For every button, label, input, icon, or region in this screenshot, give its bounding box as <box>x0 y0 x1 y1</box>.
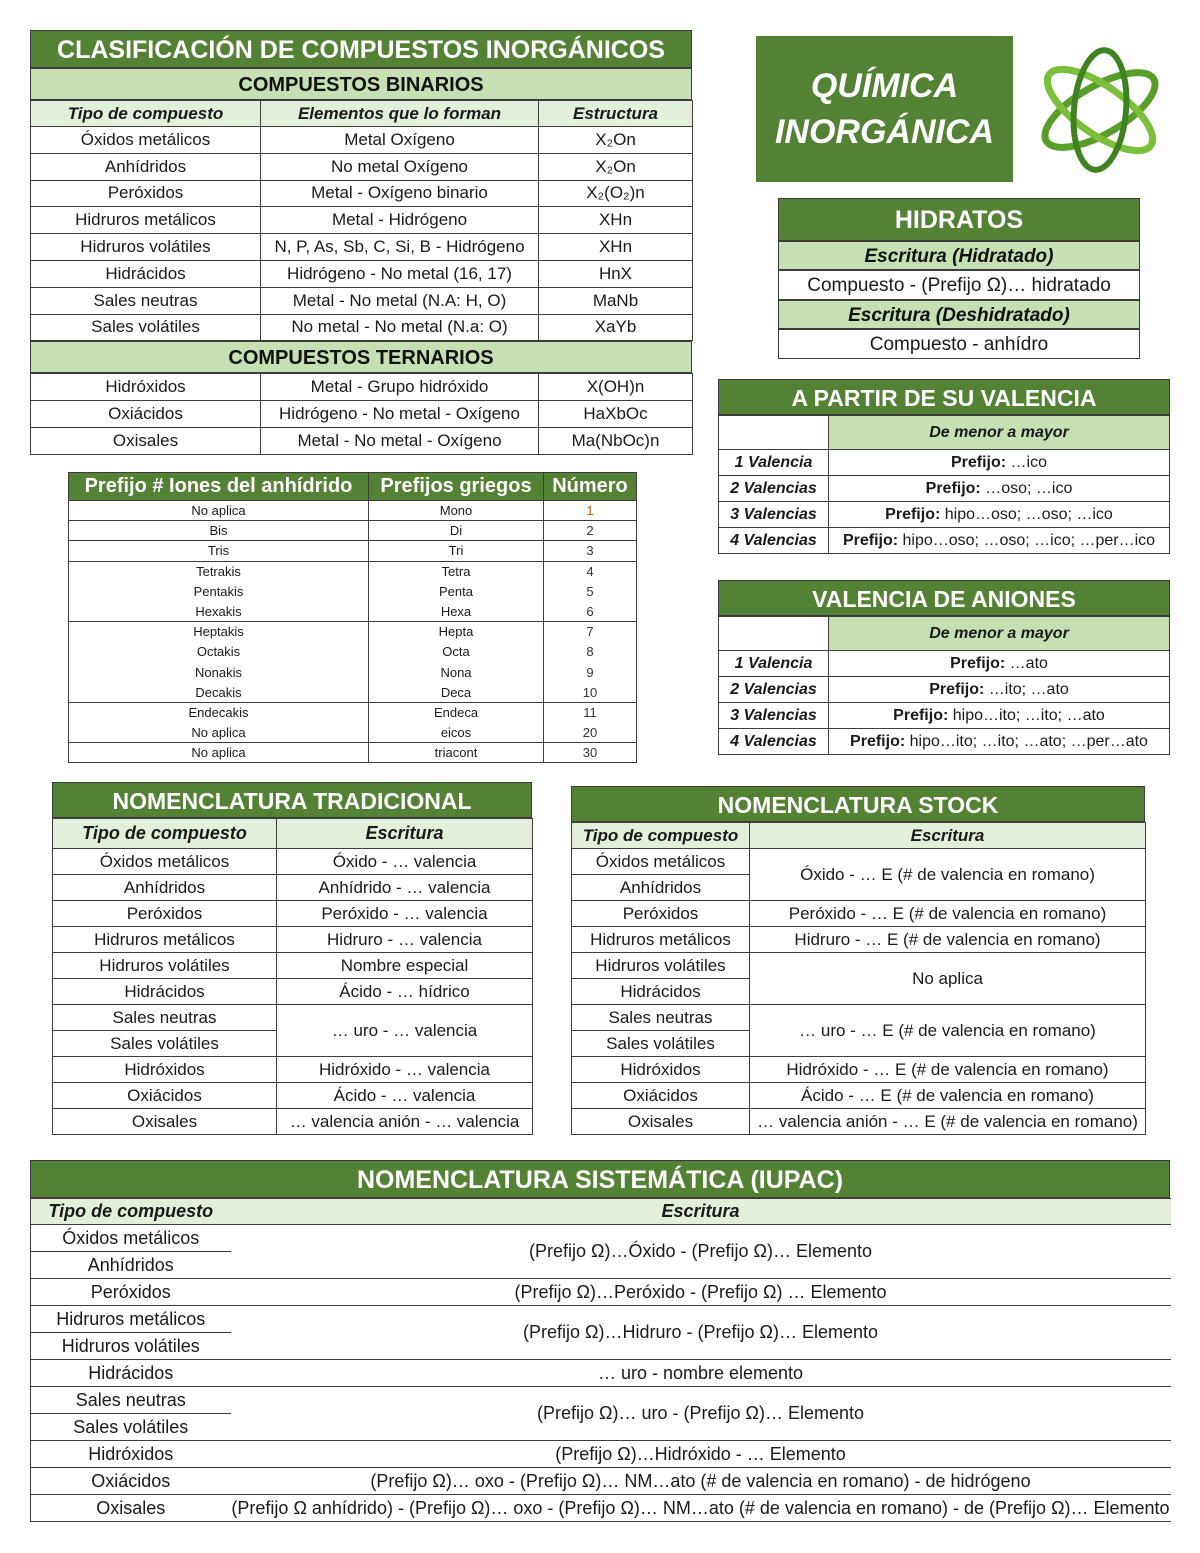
elementos-cell: Metal - No metal - Oxígeno <box>261 427 539 454</box>
prefijos-griegos-header: Prefijos griegos <box>369 473 544 501</box>
tipo-cell: Anhídridos <box>31 153 261 180</box>
table-row <box>31 207 693 234</box>
table-row <box>572 953 1146 979</box>
escritura-cell: Ácido - … E (# de valencia en romano) <box>750 1083 1146 1109</box>
tipo-cell: Óxidos metálicos <box>31 127 261 154</box>
valencia-header: De menor a mayor <box>829 416 1170 450</box>
table-row <box>53 901 533 927</box>
estructura-cell: HaXbOc <box>539 401 693 428</box>
table-row <box>69 723 637 743</box>
prefijo-value: …ico <box>1006 453 1048 471</box>
valencia-label: 3 Valencias <box>719 502 829 528</box>
table-row <box>31 127 693 154</box>
table-row <box>31 1279 1171 1306</box>
prefijo-label: Prefijo: <box>850 732 906 750</box>
griego-cell: Tri <box>369 541 544 561</box>
table-row <box>719 651 1170 677</box>
tipo-cell: Hidruros metálicos <box>572 927 750 953</box>
tradicional-header-row <box>53 819 533 849</box>
table-row <box>69 521 637 541</box>
table-row <box>31 153 693 180</box>
escritura-cell: … uro - nombre elemento <box>231 1360 1171 1387</box>
table-row <box>31 180 693 207</box>
estructura-cell: Ma(NbOc)n <box>539 427 693 454</box>
griego-cell: Deca <box>369 682 544 702</box>
logo-title <box>756 36 1013 182</box>
estructura-cell: XHn <box>539 207 693 234</box>
numero-cell: 4 <box>544 561 637 581</box>
escritura-cell: No aplica <box>750 953 1146 1005</box>
tipo-cell: Oxisales <box>572 1109 750 1135</box>
tipo-cell: Hidruros metálicos <box>53 927 277 953</box>
table-row <box>53 1005 533 1031</box>
tipo-cell: Hidruros volátiles <box>572 953 750 979</box>
stock-header-row <box>572 823 1146 849</box>
clasificacion-title: CLASIFICACIÓN DE COMPUESTOS INORGÁNICOS <box>30 30 692 68</box>
griego-cell: Mono <box>369 501 544 521</box>
escritura-cell: Peróxido - … E (# de valencia en romano) <box>750 901 1146 927</box>
table-row <box>719 476 1170 502</box>
table-row <box>719 703 1170 729</box>
prefijos-table <box>68 472 636 763</box>
elementos-cell: Metal Oxígeno <box>261 127 539 154</box>
prefijo-value: …ito; …ato <box>984 680 1069 698</box>
table-row <box>31 1441 1171 1468</box>
tipo-cell: Oxiácidos <box>31 1468 231 1495</box>
tipo-cell: Hidruros metálicos <box>31 207 261 234</box>
valencia-label: 1 Valencia <box>719 651 829 677</box>
table-row <box>31 374 693 401</box>
valencia-label: 3 Valencias <box>719 703 829 729</box>
table-row <box>572 927 1146 953</box>
deshidratado-header: Escritura (Deshidratado) <box>778 300 1140 329</box>
header-escritura: Escritura <box>231 1199 1171 1225</box>
valencia-value <box>829 450 1170 476</box>
tipo-cell: Sales volátiles <box>572 1031 750 1057</box>
valencia-label: 2 Valencias <box>719 476 829 502</box>
aniones-header: De menor a mayor <box>829 617 1170 651</box>
table-row <box>719 729 1170 755</box>
prefijo-cell: Nonakis <box>69 662 369 682</box>
table-row <box>31 1495 1171 1522</box>
escritura-cell: Peróxido - … valencia <box>277 901 533 927</box>
valencia-value <box>829 476 1170 502</box>
table-row <box>572 1083 1146 1109</box>
hidratado-value: Compuesto - (Prefijo Ω)… hidratado <box>778 270 1140 300</box>
valencia-title: A PARTIR DE SU VALENCIA <box>718 379 1170 415</box>
tipo-cell: Óxidos metálicos <box>572 849 750 875</box>
header-tipo: Tipo de compuesto <box>53 819 277 849</box>
prefijo-value: hipo…ito; …ito; …ato; …per…ato <box>905 732 1148 750</box>
prefijo-value: …ato <box>1005 654 1048 672</box>
table-row <box>69 662 637 682</box>
valencia-header-row <box>719 416 1170 450</box>
table-row <box>69 561 637 581</box>
ternarios-title: COMPUESTOS TERNARIOS <box>30 341 692 373</box>
numero-cell: 30 <box>544 743 637 763</box>
tipo-cell: Hidruros volátiles <box>31 234 261 261</box>
tipo-cell: Hidruros volátiles <box>31 1333 231 1360</box>
tipo-cell: Sales neutras <box>31 287 261 314</box>
escritura-cell: Hidróxido - … E (# de valencia en romano) <box>750 1057 1146 1083</box>
empty-cell <box>719 617 829 651</box>
numero-cell: 7 <box>544 622 637 642</box>
estructura-cell: X(OH)n <box>539 374 693 401</box>
stock-title: NOMENCLATURA STOCK <box>571 786 1145 822</box>
table-row <box>53 1083 533 1109</box>
numero-cell: 3 <box>544 541 637 561</box>
header-estructura: Estructura <box>539 101 693 127</box>
valencia-value <box>829 703 1170 729</box>
griego-cell: Octa <box>369 642 544 662</box>
escritura-cell: Anhídrido - … valencia <box>277 875 533 901</box>
tipo-cell: Sales volátiles <box>31 314 261 341</box>
valencia-label: 4 Valencias <box>719 528 829 554</box>
tipo-cell: Hidrácidos <box>31 1360 231 1387</box>
estructura-cell: XaYb <box>539 314 693 341</box>
tipo-cell: Hidróxidos <box>53 1057 277 1083</box>
tipo-cell: Oxiácidos <box>53 1083 277 1109</box>
griego-cell: triacont <box>369 743 544 763</box>
prefijo-iones-header: Prefijo # Iones del anhídrido <box>69 473 369 501</box>
griego-cell: Penta <box>369 581 544 601</box>
table-row <box>31 287 693 314</box>
elementos-cell: Metal - Grupo hidróxido <box>261 374 539 401</box>
numero-cell: 10 <box>544 682 637 702</box>
prefijo-cell: Tetrakis <box>69 561 369 581</box>
table-row <box>53 953 533 979</box>
prefijo-cell: Tris <box>69 541 369 561</box>
escritura-cell: Óxido - … E (# de valencia en romano) <box>750 849 1146 901</box>
prefijo-cell: Endecakis <box>69 702 369 722</box>
header-tipo: Tipo de compuesto <box>31 101 261 127</box>
prefijo-cell: Hexakis <box>69 601 369 621</box>
valencia-value <box>829 528 1170 554</box>
table-row <box>572 1005 1146 1031</box>
tipo-cell: Oxiácidos <box>572 1083 750 1109</box>
valencia-value <box>829 651 1170 677</box>
escritura-cell: … uro - … valencia <box>277 1005 533 1057</box>
table-row <box>572 901 1146 927</box>
header-tipo: Tipo de compuesto <box>31 1199 231 1225</box>
table-row <box>719 677 1170 703</box>
header-escritura: Escritura <box>277 819 533 849</box>
iupac-table <box>30 1160 1170 1522</box>
numero-cell: 9 <box>544 662 637 682</box>
tipo-cell: Oxiácidos <box>31 401 261 428</box>
prefijo-cell: Bis <box>69 521 369 541</box>
escritura-cell: Óxido - … valencia <box>277 849 533 875</box>
prefijo-cell: No aplica <box>69 723 369 743</box>
table-row <box>31 260 693 287</box>
table-row <box>572 1057 1146 1083</box>
hidratos-box <box>778 198 1140 359</box>
tipo-cell: Hidrácidos <box>53 979 277 1005</box>
tipo-cell: Óxidos metálicos <box>31 1225 231 1252</box>
numero-cell: 6 <box>544 601 637 621</box>
tipo-cell: Oxisales <box>31 427 261 454</box>
escritura-cell: … uro - … E (# de valencia en romano) <box>750 1005 1146 1057</box>
prefijo-cell: Heptakis <box>69 622 369 642</box>
stock-table <box>571 786 1145 1135</box>
prefijo-cell: No aplica <box>69 501 369 521</box>
prefijo-value: hipo…oso; …oso; …ico <box>940 505 1113 523</box>
elementos-cell: Metal - Oxígeno binario <box>261 180 539 207</box>
tipo-cell: Peróxidos <box>31 1279 231 1306</box>
tipo-cell: Peróxidos <box>572 901 750 927</box>
table-row <box>53 849 533 875</box>
table-row <box>572 849 1146 875</box>
numero-cell: 8 <box>544 642 637 662</box>
table-row <box>719 502 1170 528</box>
hidratos-title: HIDRATOS <box>778 198 1140 241</box>
escritura-cell: (Prefijo Ω)… uro - (Prefijo Ω)… Elemento <box>231 1387 1171 1441</box>
elementos-cell: Hidrógeno - No metal - Oxígeno <box>261 401 539 428</box>
tipo-cell: Sales neutras <box>31 1387 231 1414</box>
table-row <box>69 743 637 763</box>
valencia-label: 2 Valencias <box>719 677 829 703</box>
tipo-cell: Hidróxidos <box>572 1057 750 1083</box>
clasificacion-table <box>30 30 692 455</box>
prefijo-cell: Decakis <box>69 682 369 702</box>
table-row <box>31 1468 1171 1495</box>
prefijo-label: Prefijo: <box>929 680 985 698</box>
table-row <box>572 1109 1146 1135</box>
tipo-cell: Anhídridos <box>53 875 277 901</box>
prefijo-cell: No aplica <box>69 743 369 763</box>
tipo-cell: Oxisales <box>53 1109 277 1135</box>
tipo-cell: Peróxidos <box>31 180 261 207</box>
table-row <box>69 622 637 642</box>
escritura-cell: (Prefijo Ω)…Hidruro - (Prefijo Ω)… Elemento <box>231 1306 1171 1360</box>
valencia-value <box>829 677 1170 703</box>
tipo-cell: Sales volátiles <box>31 1414 231 1441</box>
aniones-table <box>718 580 1170 755</box>
numero-cell: 1 <box>544 501 637 521</box>
escritura-cell: Ácido - … hídrico <box>277 979 533 1005</box>
tipo-cell: Hidrácidos <box>572 979 750 1005</box>
table-row <box>53 1109 533 1135</box>
tipo-cell: Hidróxidos <box>31 374 261 401</box>
table-row <box>53 979 533 1005</box>
griego-cell: eicos <box>369 723 544 743</box>
table-row <box>53 927 533 953</box>
table-row <box>69 702 637 722</box>
valencia-value <box>829 502 1170 528</box>
table-row <box>31 1360 1171 1387</box>
table-row <box>69 642 637 662</box>
escritura-cell: (Prefijo Ω)… oxo - (Prefijo Ω)… NM…ato (# de valencia en romano) - de hidrógeno <box>231 1468 1171 1495</box>
aniones-header-row <box>719 617 1170 651</box>
table-row <box>69 601 637 621</box>
griego-cell: Di <box>369 521 544 541</box>
numero-cell: 5 <box>544 581 637 601</box>
tipo-cell: Anhídridos <box>572 875 750 901</box>
elementos-cell: N, P, As, Sb, C, Si, B - Hidrógeno <box>261 234 539 261</box>
numero-cell: 11 <box>544 702 637 722</box>
prefijo-cell: Octakis <box>69 642 369 662</box>
iupac-title: NOMENCLATURA SISTEMÁTICA (IUPAC) <box>30 1160 1170 1198</box>
numero-cell: 20 <box>544 723 637 743</box>
table-row <box>31 234 693 261</box>
table-row <box>31 1306 1171 1333</box>
elementos-cell: Hidrógeno - No metal (16, 17) <box>261 260 539 287</box>
tipo-cell: Anhídridos <box>31 1252 231 1279</box>
table-row <box>31 1225 1171 1252</box>
tradicional-table <box>52 782 532 1135</box>
tipo-cell: Hidrácidos <box>31 260 261 287</box>
prefijo-value: hipo…ito; …ito; …ato <box>948 706 1105 724</box>
table-row <box>31 314 693 341</box>
table-row <box>69 501 637 521</box>
tipo-cell: Óxidos metálicos <box>53 849 277 875</box>
estructura-cell: X₂On <box>539 153 693 180</box>
valencia-label: 1 Valencia <box>719 450 829 476</box>
prefijo-cell: Pentakis <box>69 581 369 601</box>
table-row <box>31 1387 1171 1414</box>
prefijo-label: Prefijo: <box>950 654 1006 672</box>
header-escritura: Escritura <box>750 823 1146 849</box>
table-row <box>719 528 1170 554</box>
prefijo-value: hipo…oso; …oso; …ico; …per…ico <box>898 531 1156 549</box>
binarios-title: COMPUESTOS BINARIOS <box>30 68 692 100</box>
escritura-cell: … valencia anión - … E (# de valencia en romano) <box>750 1109 1146 1135</box>
tipo-cell: Hidruros volátiles <box>53 953 277 979</box>
estructura-cell: X₂On <box>539 127 693 154</box>
table-row <box>31 427 693 454</box>
header-elementos: Elementos que lo forman <box>261 101 539 127</box>
valencia-table <box>718 379 1170 554</box>
escritura-cell: … valencia anión - … valencia <box>277 1109 533 1135</box>
aniones-title: VALENCIA DE ANIONES <box>718 580 1170 616</box>
atom-icon <box>1030 40 1170 180</box>
tipo-cell: Oxisales <box>31 1495 231 1522</box>
empty-cell <box>719 416 829 450</box>
griego-cell: Tetra <box>369 561 544 581</box>
griego-cell: Hexa <box>369 601 544 621</box>
valencia-label: 4 Valencias <box>719 729 829 755</box>
table-row <box>31 401 693 428</box>
estructura-cell: MaNb <box>539 287 693 314</box>
logo-line-1: QUÍMICA <box>810 67 959 105</box>
table-row <box>719 450 1170 476</box>
estructura-cell: HnX <box>539 260 693 287</box>
table-row <box>53 875 533 901</box>
tipo-cell: Sales neutras <box>53 1005 277 1031</box>
prefijo-label: Prefijo: <box>885 505 941 523</box>
tipo-cell: Sales volátiles <box>53 1031 277 1057</box>
tipo-cell: Hidróxidos <box>31 1441 231 1468</box>
table-row <box>69 541 637 561</box>
tipo-cell: Sales neutras <box>572 1005 750 1031</box>
numero-cell: 2 <box>544 521 637 541</box>
elementos-cell: No metal Oxígeno <box>261 153 539 180</box>
prefijo-value: …oso; …ico <box>980 479 1073 497</box>
escritura-cell: Hidruro - … E (# de valencia en romano) <box>750 927 1146 953</box>
escritura-cell: (Prefijo Ω)…Hidróxido - … Elemento <box>231 1441 1171 1468</box>
elementos-cell: No metal - No metal (N.a: O) <box>261 314 539 341</box>
escritura-cell: (Prefijo Ω anhídrido) - (Prefijo Ω)… oxo - (Prefijo Ω)… NM…ato (# de valencia en romano) - de (Prefijo Ω)… Elemento <box>231 1495 1171 1522</box>
prefijo-label: Prefijo: <box>893 706 949 724</box>
escritura-cell: Hidruro - … valencia <box>277 927 533 953</box>
escritura-cell: (Prefijo Ω)…Peróxido - (Prefijo Ω) … Elemento <box>231 1279 1171 1306</box>
prefijo-label: Prefijo: <box>950 453 1007 471</box>
iupac-header-row <box>31 1199 1171 1225</box>
logo-line-2: INORGÁNICA <box>774 113 995 151</box>
griego-cell: Hepta <box>369 622 544 642</box>
hidratado-header: Escritura (Hidratado) <box>778 241 1140 270</box>
escritura-cell: Ácido - … valencia <box>277 1083 533 1109</box>
escritura-cell: Hidróxido - … valencia <box>277 1057 533 1083</box>
table-row <box>69 581 637 601</box>
elementos-cell: Metal - No metal (N.A: H, O) <box>261 287 539 314</box>
table-row <box>53 1057 533 1083</box>
estructura-cell: XHn <box>539 234 693 261</box>
tradicional-title: NOMENCLATURA TRADICIONAL <box>52 782 532 818</box>
elementos-cell: Metal - Hidrógeno <box>261 207 539 234</box>
prefijo-label: Prefijo: <box>842 531 899 549</box>
tipo-cell: Hidruros metálicos <box>31 1306 231 1333</box>
estructura-cell: X₂(O₂)n <box>539 180 693 207</box>
prefijo-label: Prefijo: <box>925 479 981 497</box>
escritura-cell: (Prefijo Ω)…Óxido - (Prefijo Ω)… Elemento <box>231 1225 1171 1279</box>
valencia-value <box>829 729 1170 755</box>
header-tipo: Tipo de compuesto <box>572 823 750 849</box>
numero-header: Número <box>544 473 637 501</box>
griego-cell: Nona <box>369 662 544 682</box>
table-row <box>69 682 637 702</box>
griego-cell: Endeca <box>369 702 544 722</box>
clasificacion-header-row <box>31 101 693 127</box>
tipo-cell: Peróxidos <box>53 901 277 927</box>
escritura-cell: Nombre especial <box>277 953 533 979</box>
deshidratado-value: Compuesto - anhídro <box>778 329 1140 359</box>
